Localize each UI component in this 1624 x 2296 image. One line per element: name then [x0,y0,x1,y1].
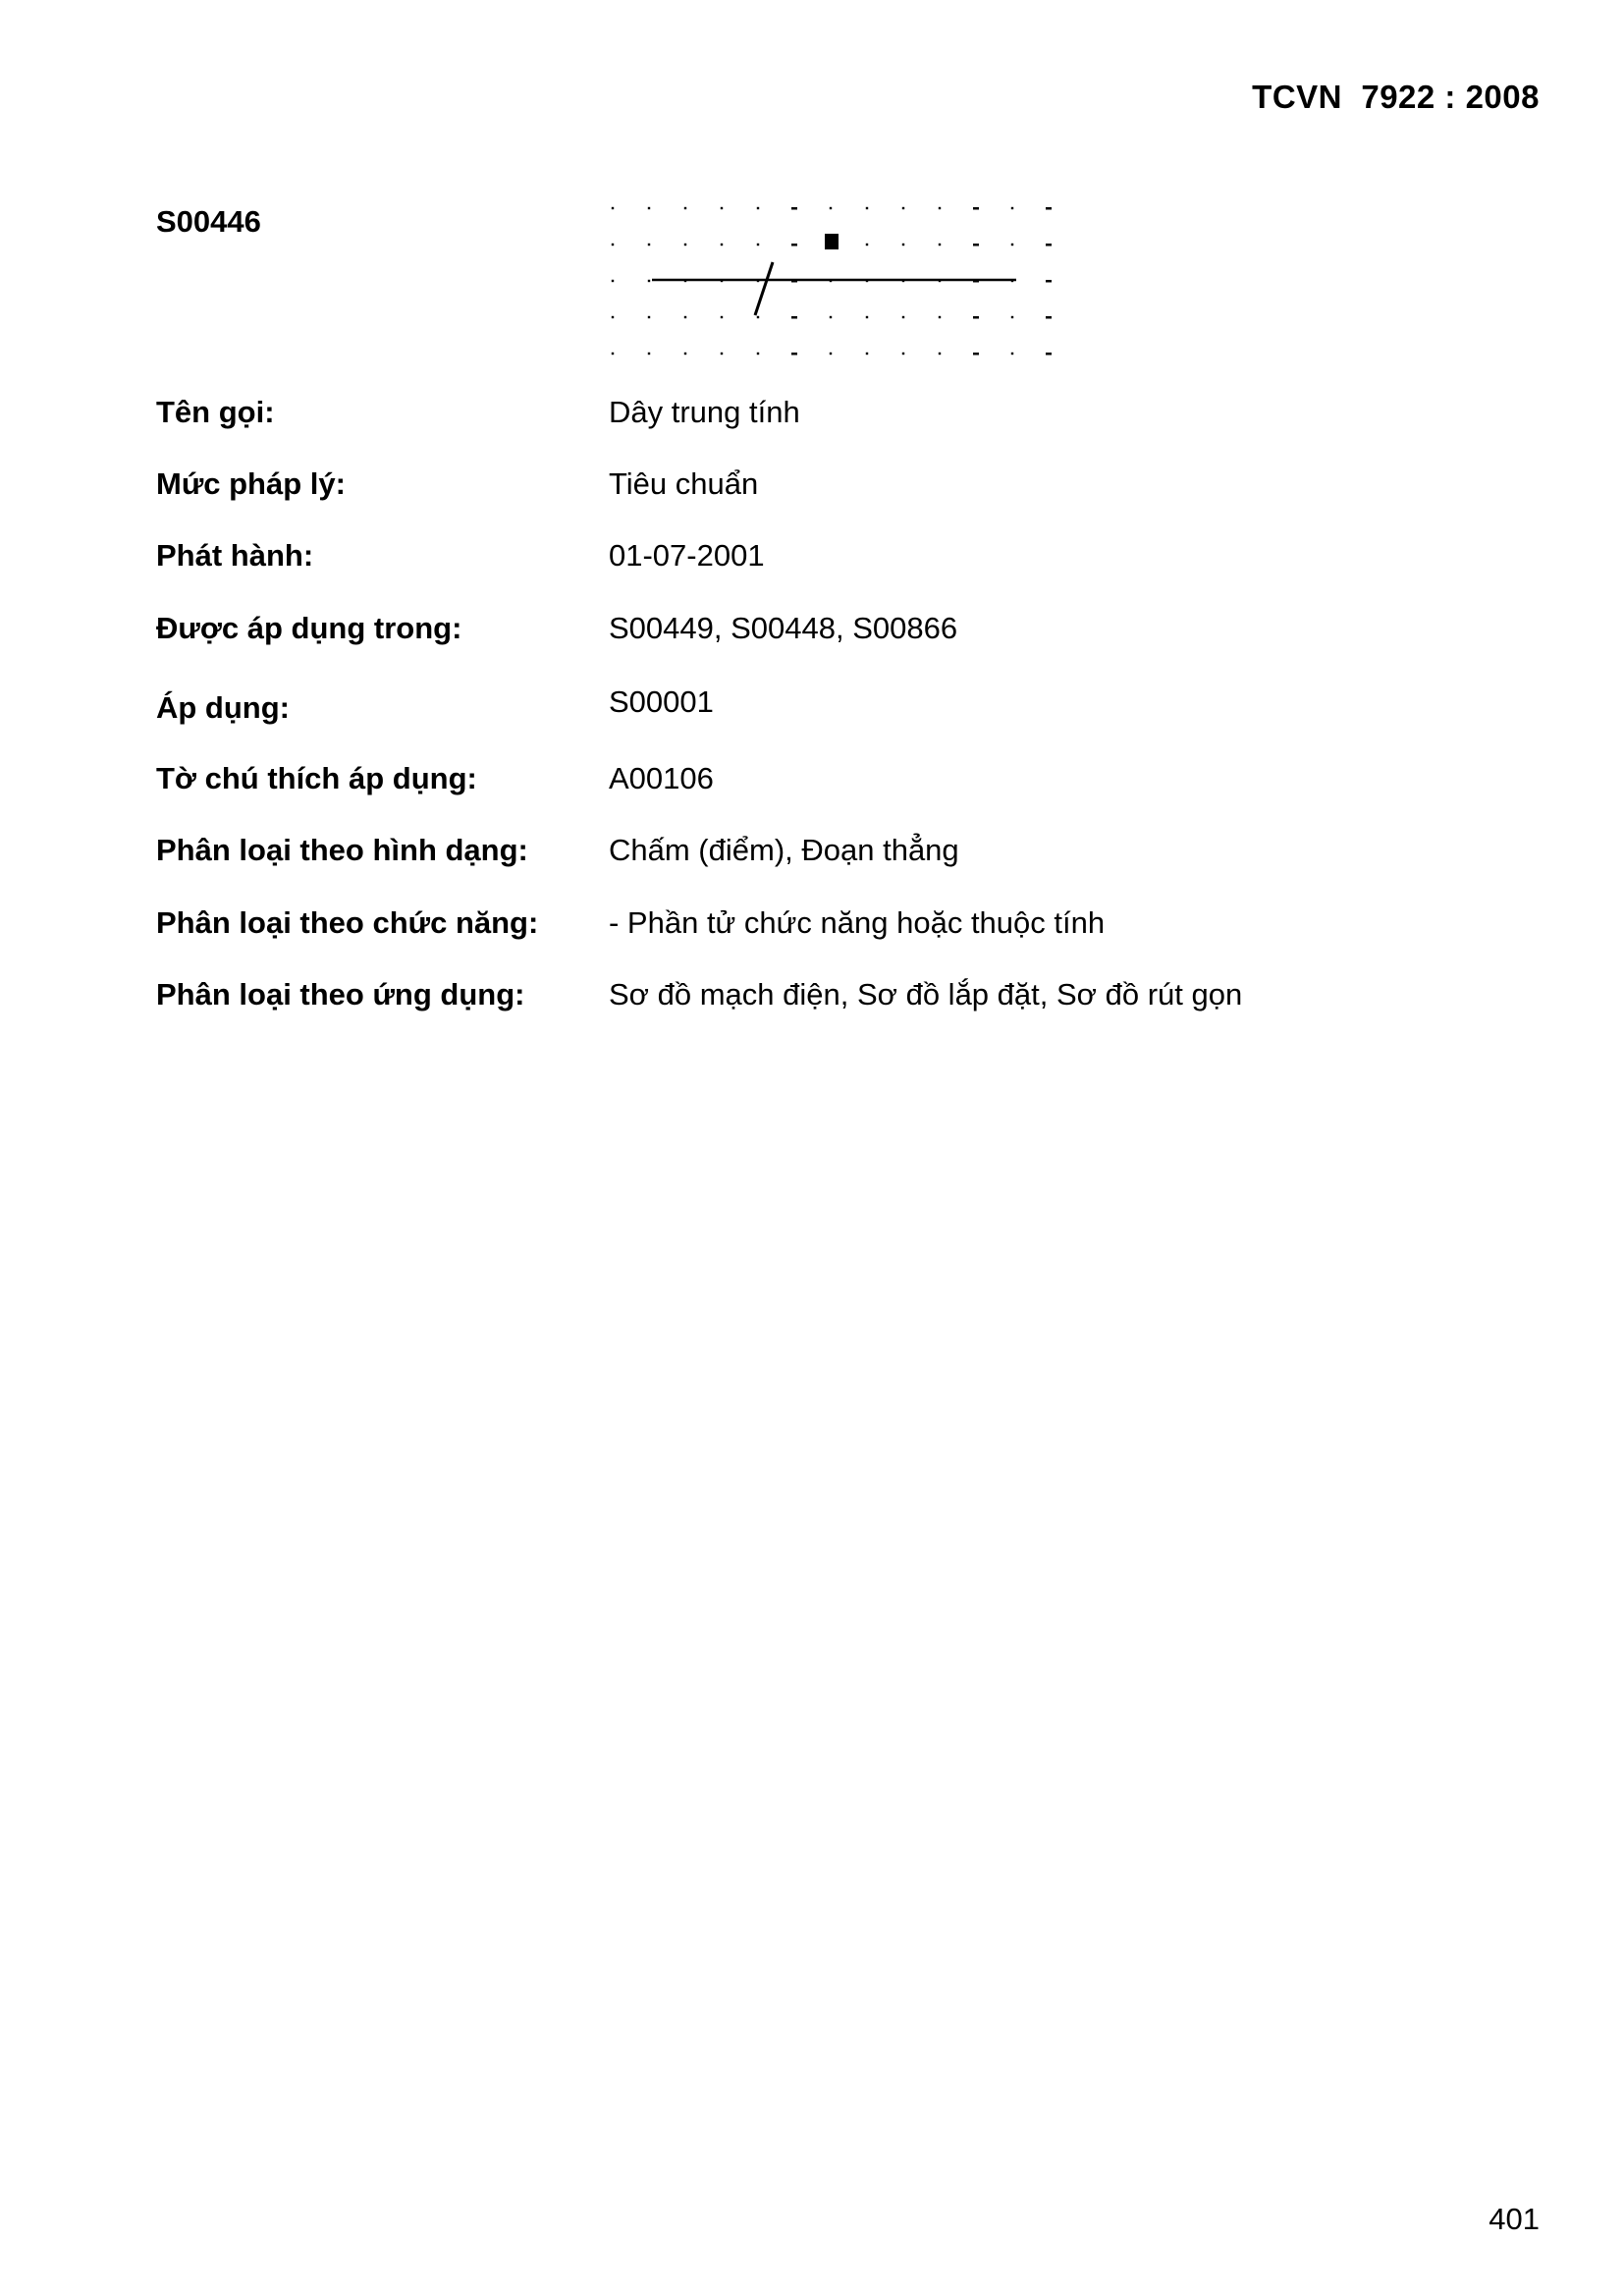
grid-point [791,316,797,319]
field-value: Chấm (điểm), Đoạn thẳng [609,833,959,867]
grid-point [866,207,868,209]
grid-point [939,207,941,209]
grid-point [612,207,614,209]
grid-point [757,353,759,355]
neutral-conductor-symbol [601,191,1072,368]
grid-point [612,280,614,282]
grid-point [973,244,979,246]
grid-point [1011,316,1013,318]
grid-point [1011,353,1013,355]
grid-point [973,207,979,210]
field-label: Được áp dụng trong: [156,611,462,645]
field-value: Sơ đồ mạch điện, Sơ đồ lắp đặt, Sơ đồ rút gọn [609,977,1243,1011]
field-label: Áp dụng: [156,690,291,725]
field-value: A00106 [609,761,714,795]
grid-point [684,207,686,209]
grid-point [721,244,723,246]
grid-point [866,244,868,246]
grid-point [1046,244,1052,246]
grid-point [791,353,797,355]
grid-point [757,207,759,209]
grid-point [902,244,904,246]
grid-point [648,280,650,282]
symbol-code: S00446 [156,204,261,239]
field-value: - Phần tử chức năng hoặc thuộc tính [609,905,1106,940]
field-value: 01-07-2001 [609,538,765,573]
field-label: Tờ chú thích áp dụng: [156,761,477,795]
page-number: 401 [1489,2202,1540,2236]
grid-point [973,353,979,355]
grid-point [1011,207,1013,209]
field-value: S00001 [609,684,714,719]
grid-point [791,244,797,246]
grid-point [866,353,868,355]
field-label: Phân loại theo ứng dụng: [156,977,525,1011]
field-label: Phân loại theo hình dạng: [156,833,528,867]
grid-point [648,316,650,318]
grid-point [830,316,832,318]
grid-point [866,316,868,318]
field-label: Phát hành: [156,538,314,573]
grid-point [902,353,904,355]
grid-point [648,207,650,209]
grid-point [721,207,723,209]
field-label: Tên gọi: [156,395,275,429]
field-value: Tiêu chuẩn [609,466,759,501]
grid-point [973,316,979,319]
grid-point [757,244,759,246]
grid-point [1046,353,1052,355]
grid-point [684,353,686,355]
field-value: S00449, S00448, S00866 [609,611,958,645]
grid-point [939,353,941,355]
grid-point [684,244,686,246]
field-label: Phân loại theo chức năng: [156,905,539,940]
grid-point [939,316,941,318]
grid-point [757,316,759,318]
standard-header: TCVN 7922 : 2008 [1252,79,1540,115]
grid-point [612,316,614,318]
grid-point [791,207,797,210]
grid-point [902,207,904,209]
grid-point [1046,316,1052,319]
field-value: Dây trung tính [609,395,800,429]
grid-point [830,353,832,355]
grid-point [1046,280,1052,283]
field-label: Mức pháp lý: [156,466,346,501]
grid-point [612,244,614,246]
grid-point [1046,207,1052,210]
grid-point [1011,244,1013,246]
grid-point [902,316,904,318]
grid-point [830,207,832,209]
grid-point [721,353,723,355]
grid-point [939,244,941,246]
grid-point [721,316,723,318]
neutral-slash [755,262,773,315]
grid-point [648,353,650,355]
grid-point [648,244,650,246]
grid-point [684,316,686,318]
grid-point [612,353,614,355]
neutral-dot [825,234,839,249]
